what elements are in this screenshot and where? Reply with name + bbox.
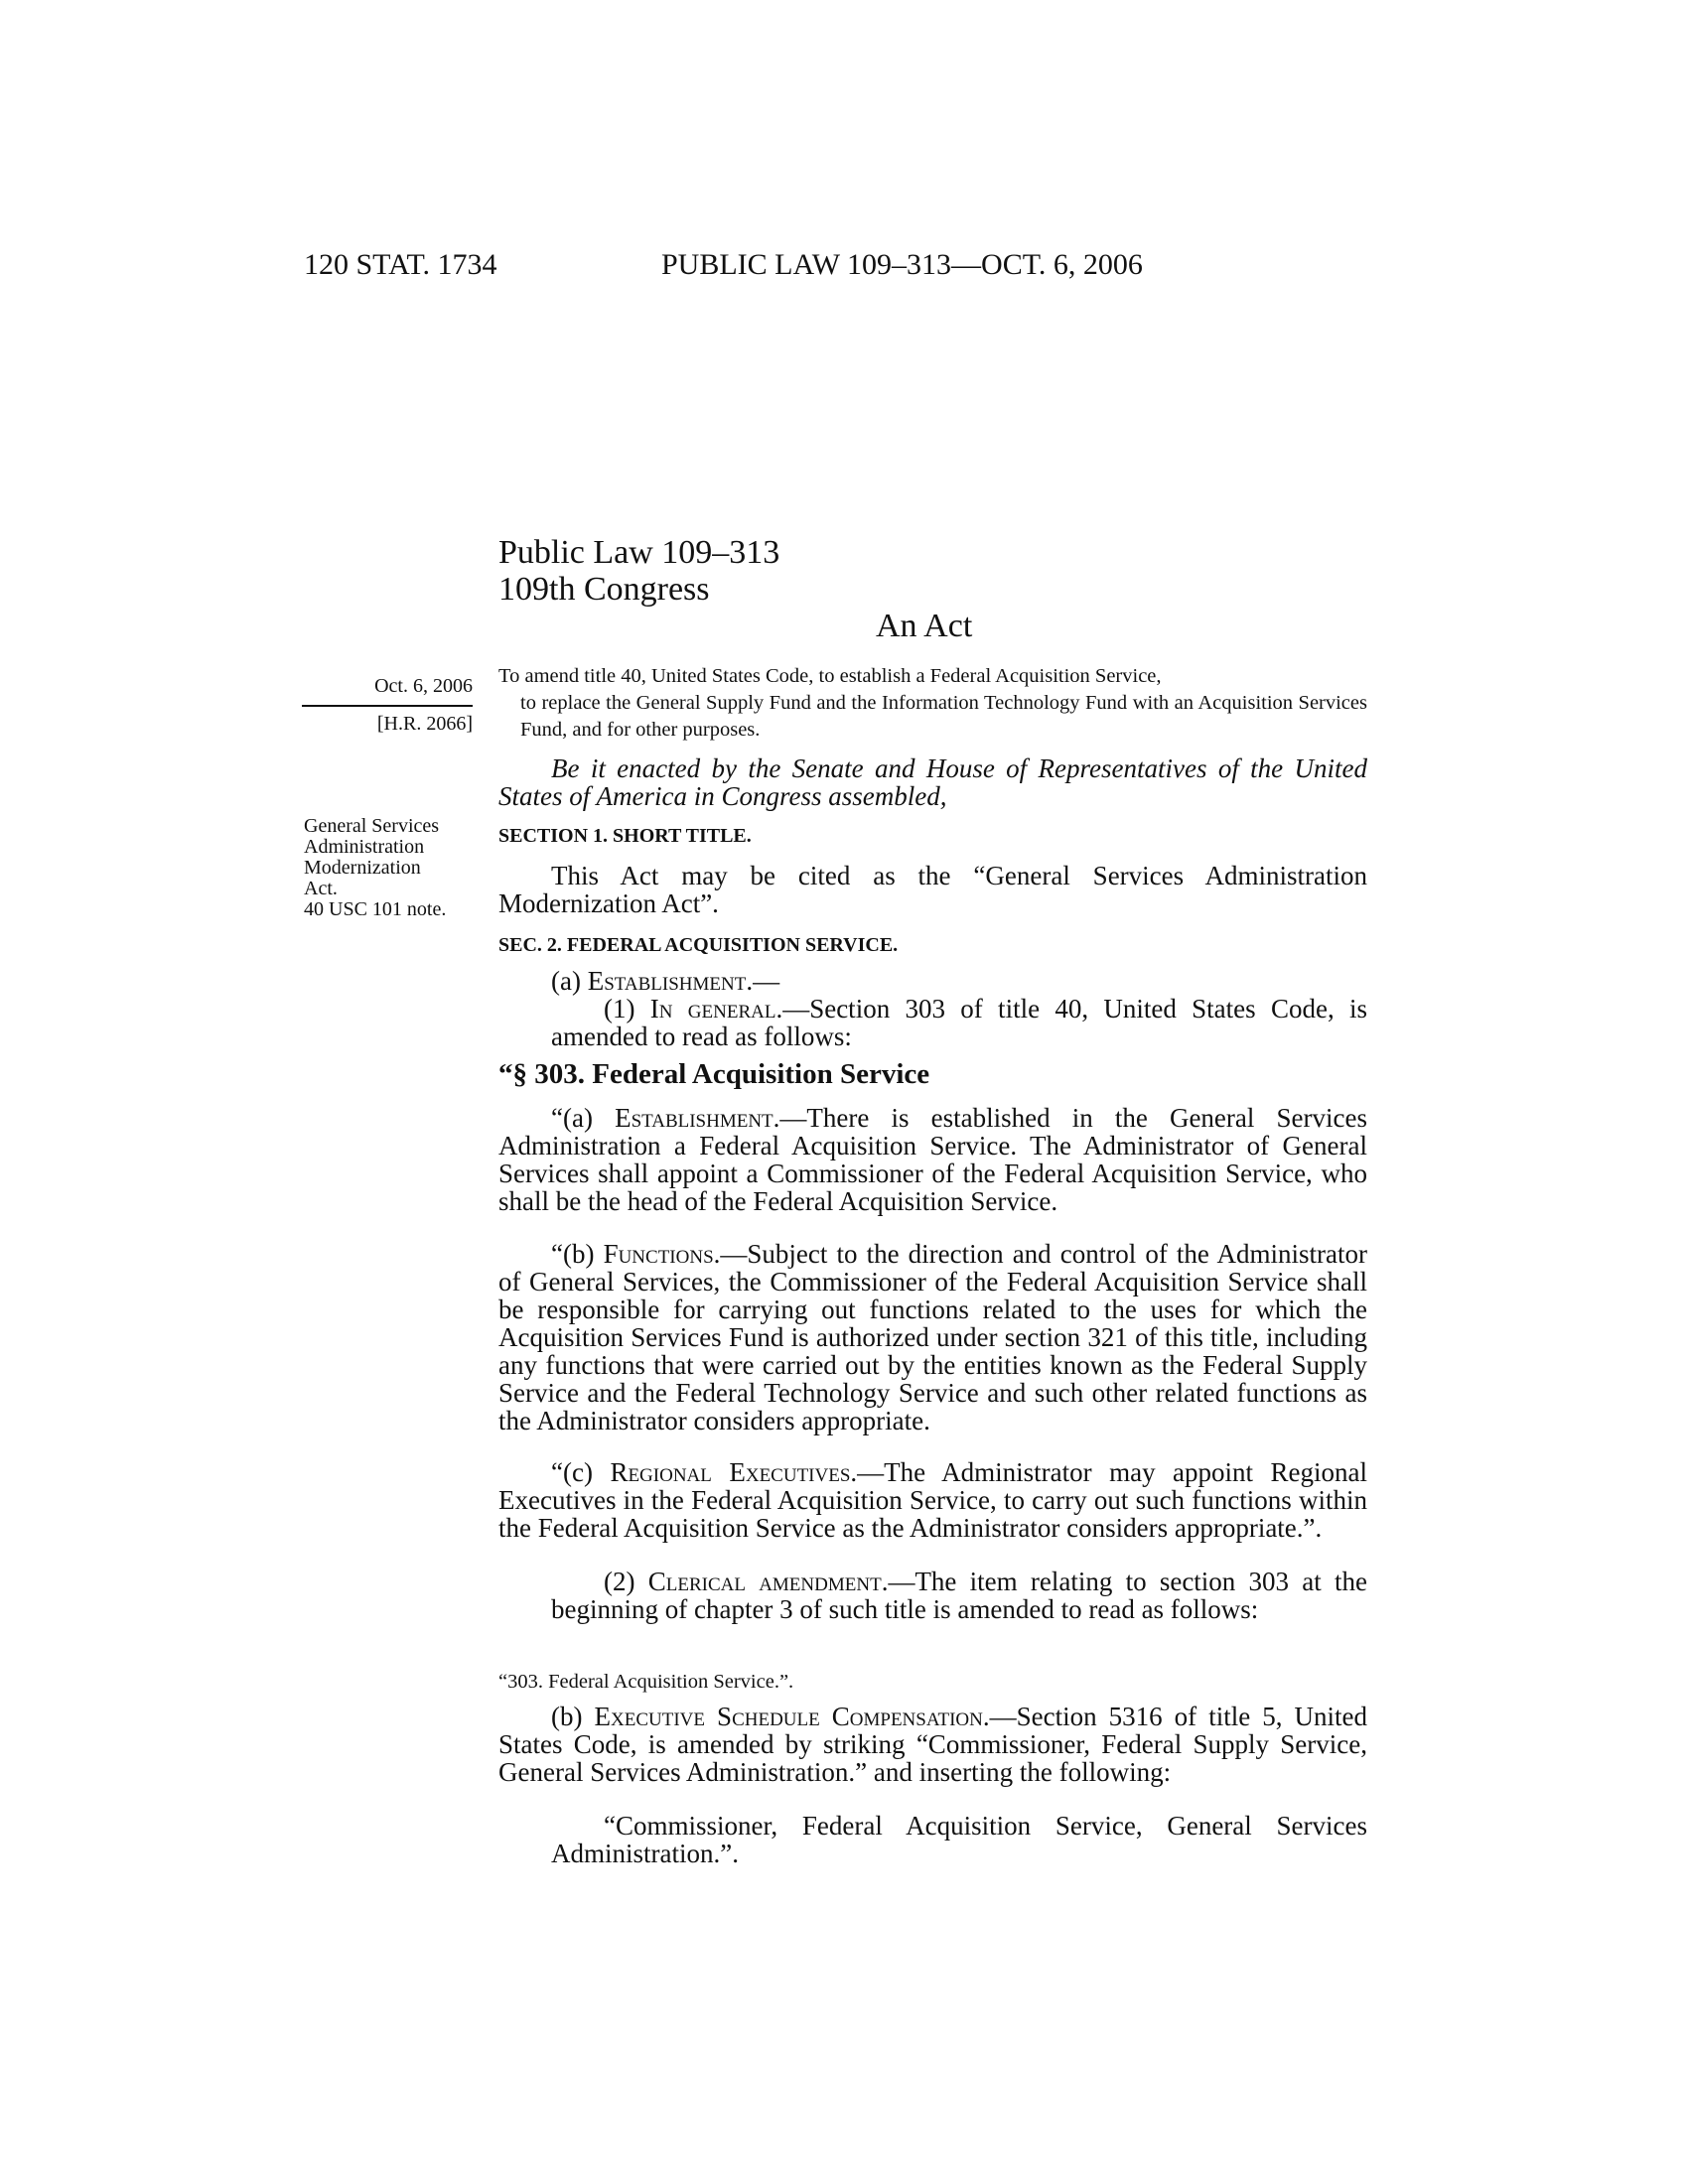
margin-date: Oct. 6, 2006	[374, 675, 473, 697]
paragraph-a1-caption: In general	[649, 994, 776, 1024]
section-303-c-text: .—The Administrator may appoint Regional Executives in the Federal Acquisition Service, to carry out such functions within the Federal Acquisition Service as the Administrator considers appropriate.”.	[498, 1457, 1368, 1543]
margin-note-line: Act.	[304, 878, 338, 899]
margin-rule	[302, 705, 473, 707]
section-303-b	[498, 1240, 1367, 1434]
new-section-303-heading: “§ 303. Federal Acquisition Service	[498, 1058, 930, 1090]
paragraph-a1-text: .—Section 303 of title 40, United States Code, is amended to read as follows:	[551, 994, 1368, 1051]
section-303-a-caption: Establishment	[615, 1103, 774, 1133]
section-1-heading: SECTION 1. SHORT TITLE.	[498, 825, 752, 847]
an-act-heading: An Act	[876, 608, 973, 644]
section-303-a	[498, 1104, 1367, 1215]
section-303-c-caption: Regional Executives	[610, 1457, 851, 1487]
paragraph-a2	[551, 1568, 1367, 1623]
section-303-b-label: “(b)	[551, 1239, 604, 1269]
section-303-b-caption: Functions	[603, 1239, 714, 1269]
margin-note-line: Modernization	[304, 857, 421, 879]
paragraph-a2-caption: Clerical amendment	[647, 1567, 882, 1596]
subsection-a-label: (a)	[551, 966, 588, 996]
subsection-b-insert-text: “Commissioner, Federal Acquisition Service, General Services Administration.”.	[551, 1811, 1367, 1868]
congress-number: 109th Congress	[498, 571, 710, 608]
subsection-a-dash: .—	[746, 966, 780, 996]
margin-bill-number: [H.R. 2066]	[376, 713, 473, 735]
margin-note-line: Administration	[304, 836, 425, 858]
section-303-c-label: “(c)	[551, 1457, 611, 1487]
subsection-a-caption: Establishment	[587, 966, 747, 996]
subsection-b-label: (b)	[551, 1702, 595, 1731]
paragraph-a1-label: (1)	[604, 994, 650, 1024]
margin-note-line: General Services	[304, 815, 440, 837]
public-law-number: Public Law 109–313	[498, 534, 780, 571]
section-2-heading: SEC. 2. FEDERAL ACQUISITION SERVICE.	[498, 934, 899, 956]
section-303-a-text: .—There is established in the General Services Administration a Federal Acquisition Service. The Administrator of General Services shall appoint a Commissioner of the Federal Acquisition Service, who shall be the head of the Federal Acquisition Service.	[498, 1103, 1367, 1216]
paragraph-a2-text: .—The item relating to section 303 at the beginning of chapter 3 of such title is amended to read as follows:	[551, 1567, 1367, 1624]
section-1-text: This Act may be cited as the “General Services Administration Modernization Act”.	[498, 861, 1367, 918]
section-303-a-label: “(a)	[551, 1103, 616, 1133]
section-303-b-text: .—Subject to the direction and control of the Administrator of General Services, the Commissioner of the Federal Acquisition Service shall be responsible for carrying out functions related to the uses for which the Acquisition Services Fund is authorized under section 321 of this title, including any functions that were carried out by the entities known as the Federal Supply Service and the Federal Technology Service and such other related functions as the Administrator considers appropriate.	[498, 1239, 1367, 1435]
margin-note-line: 40 USC 101 note.	[304, 898, 447, 920]
title-block	[498, 534, 779, 608]
purpose-clause	[498, 663, 1367, 744]
paragraph-a1	[551, 995, 1367, 1050]
purpose-line-rest: to replace the General Supply Fund and the Information Technology Fund with an Acquisition Services Fund, and for other purposes.	[520, 692, 1367, 741]
stat-page-number: 120 STAT. 1734	[304, 248, 497, 281]
enacting-clause: Be it enacted by the Senate and House of Representatives of the United States of America in Congress assembled,	[498, 753, 1367, 811]
section-303-c	[498, 1458, 1367, 1542]
purpose-line-first: To amend title 40, United States Code, to establish a Federal Acquisition Service,	[498, 665, 1162, 687]
running-title: PUBLIC LAW 109–313—OCT. 6, 2006	[661, 248, 1143, 281]
subsection-b-caption: Executive Schedule Compensation	[594, 1702, 983, 1731]
clerical-item: “303. Federal Acquisition Service.”.	[498, 1671, 794, 1693]
subsection-b-text: .—Section 5316 of title 5, United States Code, is amended by striking “Commissioner, Federal Supply Service, General Services Administration.” and inserting the following:	[498, 1702, 1368, 1787]
subsection-b-insert	[551, 1812, 1367, 1867]
subsection-b	[498, 1703, 1367, 1786]
paragraph-a2-label: (2)	[604, 1567, 648, 1596]
subsection-a-heading	[498, 967, 1367, 995]
margin-note-short-title	[304, 816, 483, 920]
